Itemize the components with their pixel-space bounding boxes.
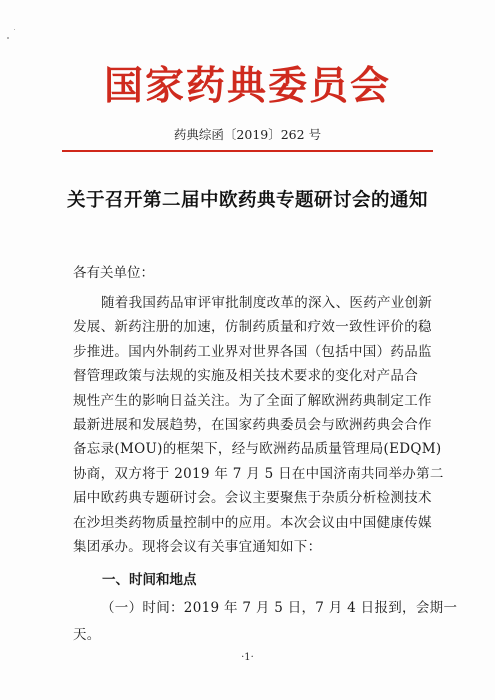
scan-speck [7,37,9,39]
body-line: 步推进。国内外制药工业界对世界各国（包括中国）药品监 [73,343,432,360]
body-line: 届中欧药典专题研讨会。会议主要聚焦于杂质分析检测技术 [73,490,432,507]
salutation: 各有关单位： [73,265,154,281]
scan-speck [14,29,15,30]
body-line: 最新进展和发展趋势，在国家药典委员会与欧洲药典会合作 [73,417,432,433]
time-line: （一）时间：2019 年 7 月 5 日，7 月 4 日报到，会期一 [101,600,458,616]
notice-title: 关于召开第二届中欧药典专题研讨会的通知 [66,190,428,211]
body-line: 备忘录(MOU)的框架下，经与欧洲药品质量管理局(EDQM) [73,441,442,458]
body-line: 在沙坦类药物质量控制中的应用。本次会议由中国健康传媒 [73,514,432,531]
body-line: 规性产生的影响日益关注。为了全面了解欧洲药典制定工作 [73,392,432,409]
red-divider-line [62,150,433,152]
body-line: 集团承办。现将会议有关事宜通知如下： [73,539,322,555]
body-line: 协商，双方将于 2019 年 7 月 5 日在中国济南共同举办第二 [73,465,444,482]
page-number: ·1· [241,652,254,663]
body-line: 随着我国药品审评审批制度改革的深入、医药产业创新 [101,295,433,311]
body-line: 督管理政策与法规的实施及相关技术要求的变化对产品合 [73,368,418,385]
body-line: 发展、新药注册的加速，仿制药质量和疗效一致性评价的稳 [73,319,432,336]
section-heading-time-location: 一、时间和地点 [102,572,197,588]
time-line: 天。 [73,627,101,643]
document-number: 药典综函〔2019〕262 号 [173,127,322,142]
organization-title: 国家药典委员会 [103,63,391,109]
